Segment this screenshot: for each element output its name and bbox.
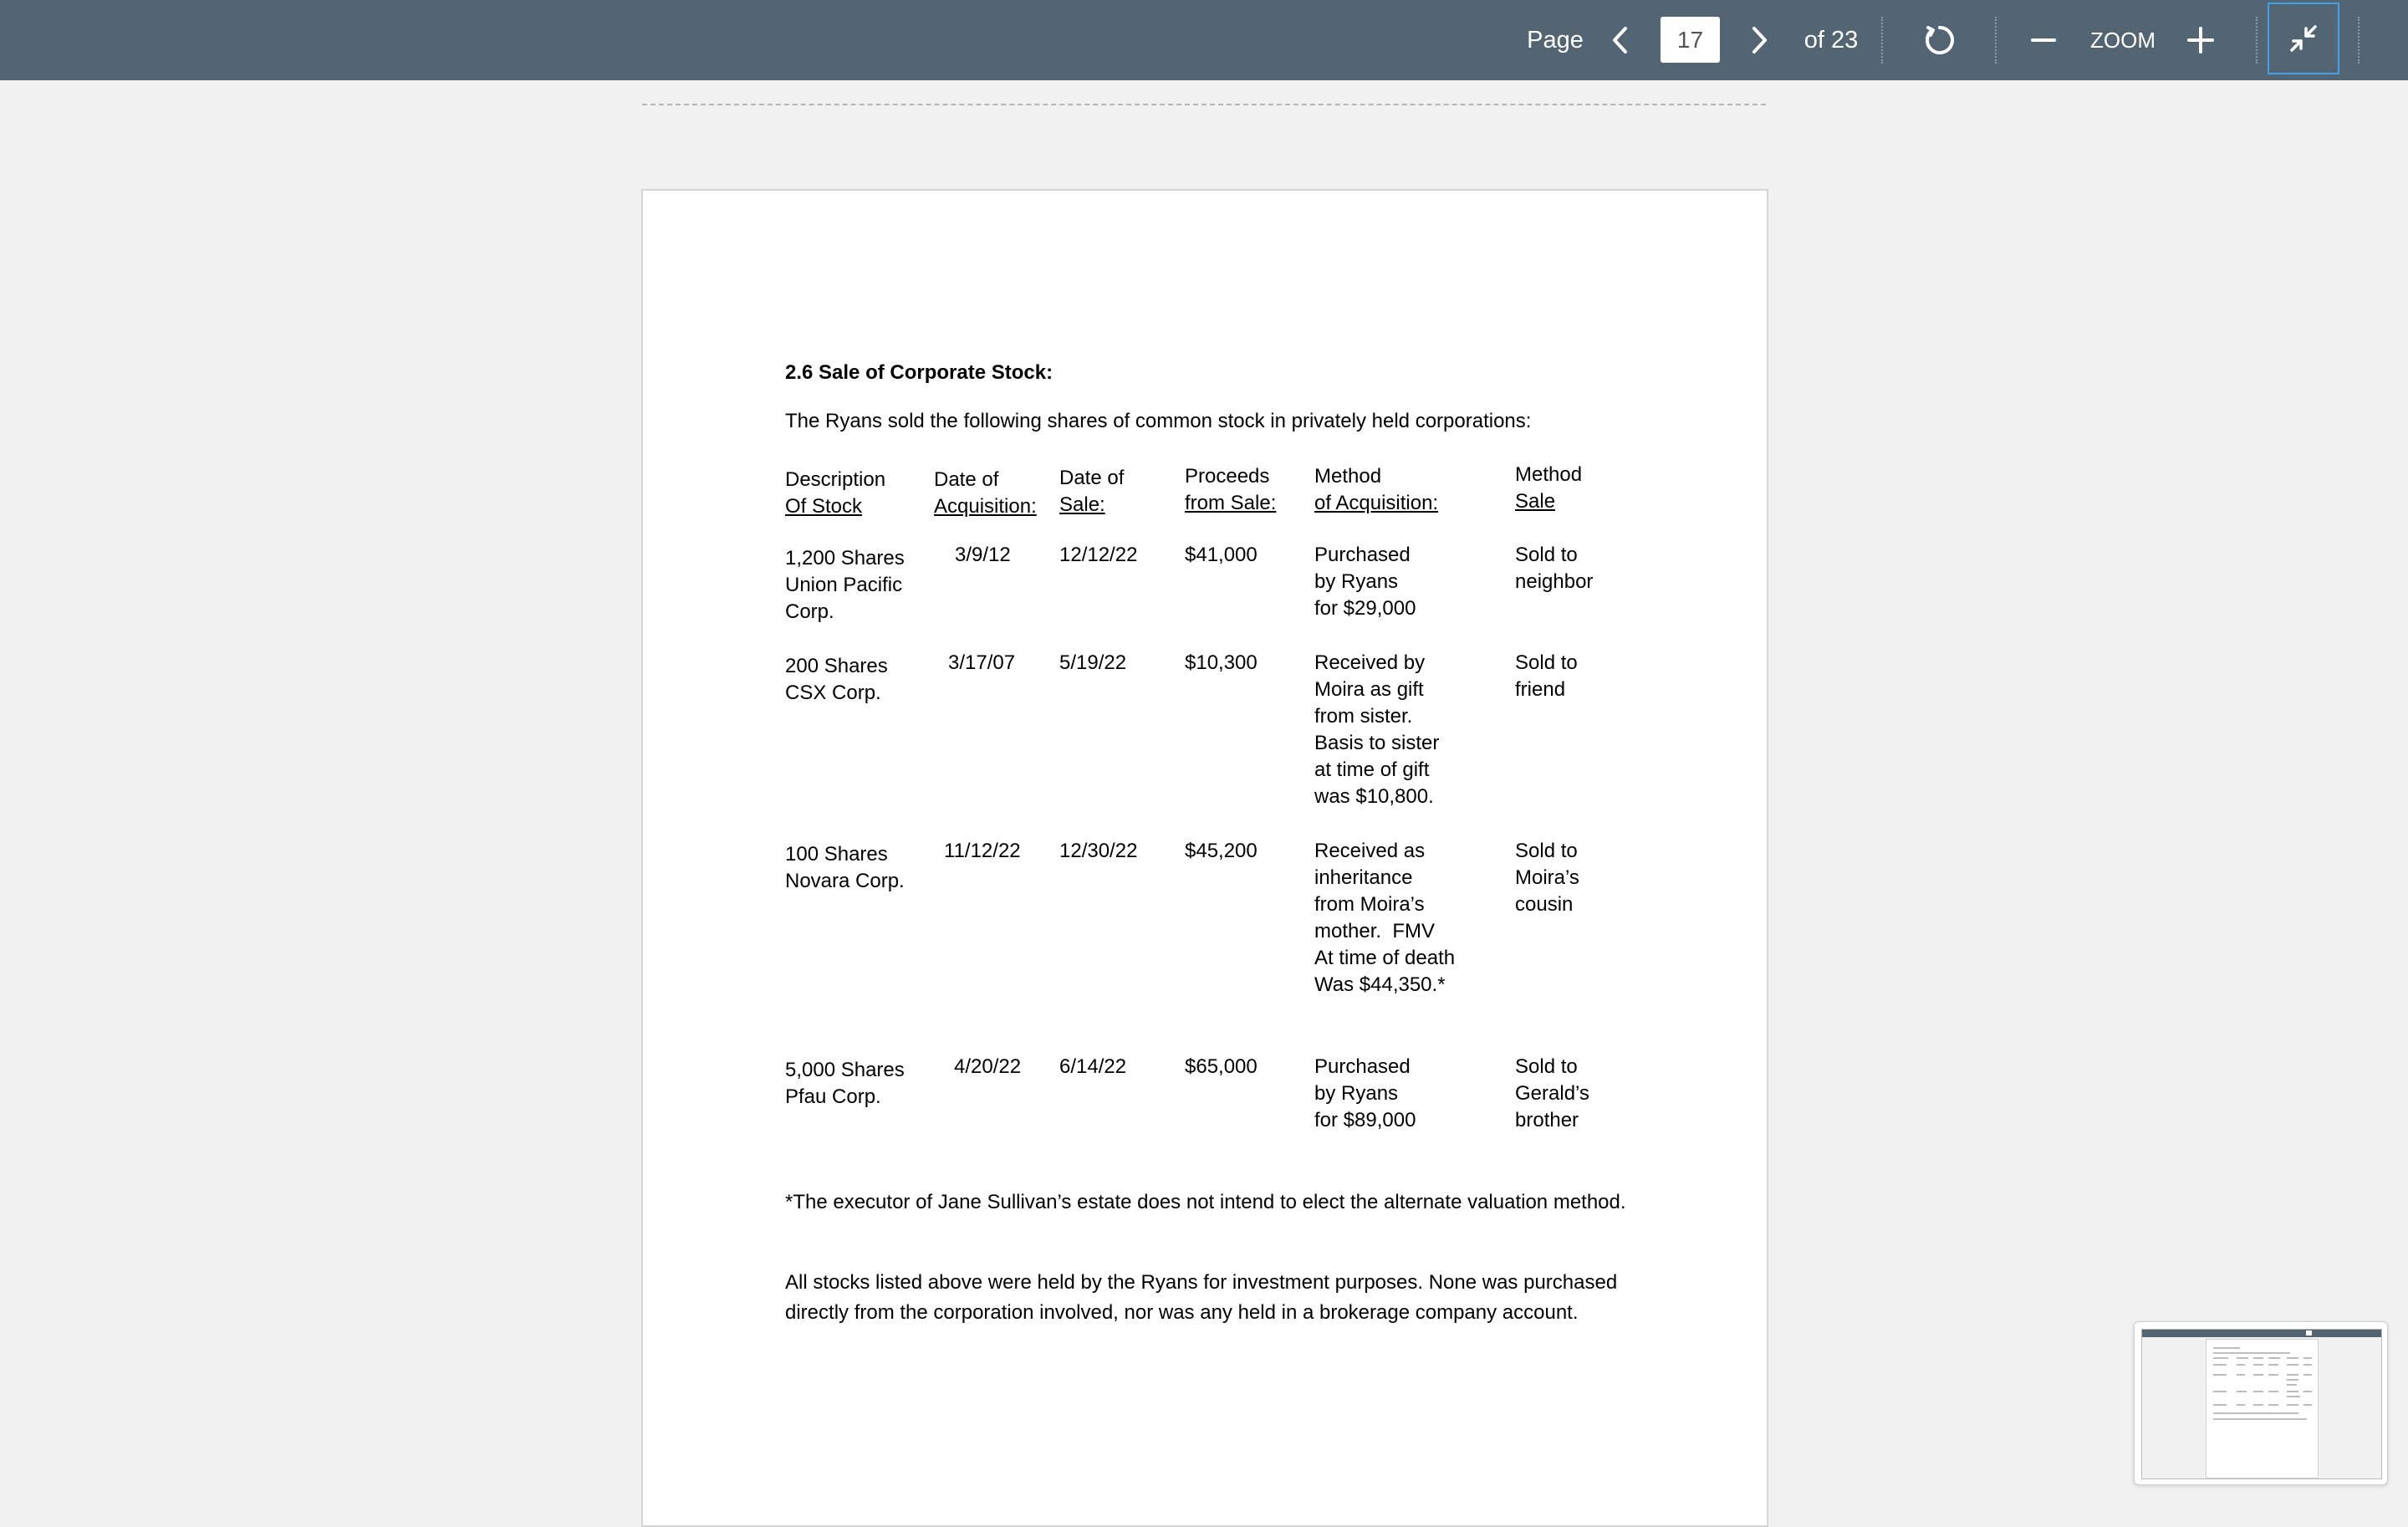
cell-sold: 5/19/22 (1059, 651, 1127, 674)
cell-sold: 6/14/22 (1059, 1055, 1127, 1078)
prev-page-button[interactable] (1602, 0, 1639, 80)
header-acquisition-date: Date of Acquisition: (934, 468, 1037, 518)
cell-description: 5,000 Shares Pfau Corp. (785, 1059, 905, 1108)
zoom-in-button[interactable] (2182, 0, 2219, 80)
toolbar-divider (1881, 17, 1883, 64)
thumbnail-page-input (2306, 1330, 2312, 1335)
cell-method-sale: Sold to Moira’s cousin (1515, 840, 1579, 916)
chevron-left-icon (1611, 26, 1630, 54)
cell-method-acquisition: Purchased by Ryans for $29,000 (1314, 544, 1416, 620)
cell-proceeds: $41,000 (1185, 544, 1258, 566)
document-page (641, 189, 1768, 1527)
thumbnail-content (2206, 1340, 2318, 1423)
cell-sold: 12/12/22 (1059, 544, 1138, 566)
cell-acquired: 3/9/12 (955, 544, 1011, 566)
cell-method-sale: Sold to friend (1515, 651, 1578, 701)
next-page-button[interactable] (1741, 0, 1778, 80)
thumbnail-page (2206, 1339, 2319, 1478)
zoom-label: ZOOM (2090, 27, 2155, 53)
cell-method-acquisition: Received by Moira as gift from sister. Basis to sister at time of gift was $10,800. (1314, 651, 1440, 808)
section-heading: 2.6 Sale of Corporate Stock: (785, 361, 1054, 384)
plus-icon (2187, 27, 2214, 54)
minus-icon (2031, 28, 2056, 53)
cell-description: 200 Shares CSX Corp. (785, 655, 888, 704)
cell-proceeds: $10,300 (1185, 651, 1258, 674)
page-label: Page (1527, 26, 1584, 54)
cell-proceeds: $65,000 (1185, 1055, 1258, 1078)
thumbnail-toolbar (2142, 1330, 2381, 1337)
chevron-right-icon (1750, 26, 1768, 54)
total-pages-label: of 23 (1803, 26, 1859, 54)
footnote-text: *The executor of Jane Sullivan’s estate does not intend to elect the alternate valuation method. (785, 1191, 1626, 1213)
rotate-icon (1923, 23, 1956, 57)
previous-page-edge (642, 104, 1766, 105)
header-sale-date: Date of Sale: (1059, 467, 1125, 516)
cell-proceeds: $45,200 (1185, 840, 1258, 862)
cell-method-sale: Sold to Gerald’s brother (1515, 1055, 1589, 1131)
zoom-out-button[interactable] (2025, 0, 2062, 80)
toolbar-divider (2358, 17, 2360, 64)
intro-text: The Ryans sold the following shares of common stock in privately held corporations: (785, 410, 1532, 432)
viewer-toolbar (0, 0, 2408, 80)
cell-acquired: 11/12/22 (944, 840, 1021, 862)
exit-fullscreen-button[interactable] (2268, 3, 2339, 74)
page-thumbnail-navigator[interactable] (2134, 1321, 2388, 1485)
cell-acquired: 3/17/07 (948, 651, 1016, 674)
toolbar-divider (2256, 17, 2258, 64)
cell-sold: 12/30/22 (1059, 840, 1138, 862)
note-text: All stocks listed above were held by the Ryans for investment purposes. None was purchased directly from the corporation involved, nor was any held in a brokerage company account. (785, 1271, 1618, 1324)
cell-description: 100 Shares Novara Corp. (785, 843, 905, 892)
thumbnail-preview (2141, 1329, 2382, 1479)
header-method-acquisition: Method of Acquisition: (1314, 465, 1439, 514)
cell-method-acquisition: Purchased by Ryans for $89,000 (1314, 1055, 1416, 1131)
header-method-sale: Method Sale (1515, 463, 1583, 513)
cell-description: 1,200 Shares Union Pacific Corp. (785, 547, 905, 623)
page-number-input[interactable] (1661, 17, 1720, 63)
cell-acquired: 4/20/22 (954, 1055, 1022, 1078)
toolbar-divider (1995, 17, 1997, 64)
cell-method-sale: Sold to neighbor (1515, 544, 1594, 593)
header-description: Description Of Stock (785, 468, 886, 518)
collapse-arrows-icon (2288, 23, 2319, 54)
header-proceeds: Proceeds from Sale: (1185, 465, 1277, 514)
cell-method-acquisition: Received as inheritance from Moira’s mother. FMV At time of death Was $44,350.* (1314, 840, 1456, 996)
rotate-button[interactable] (1916, 0, 1963, 80)
